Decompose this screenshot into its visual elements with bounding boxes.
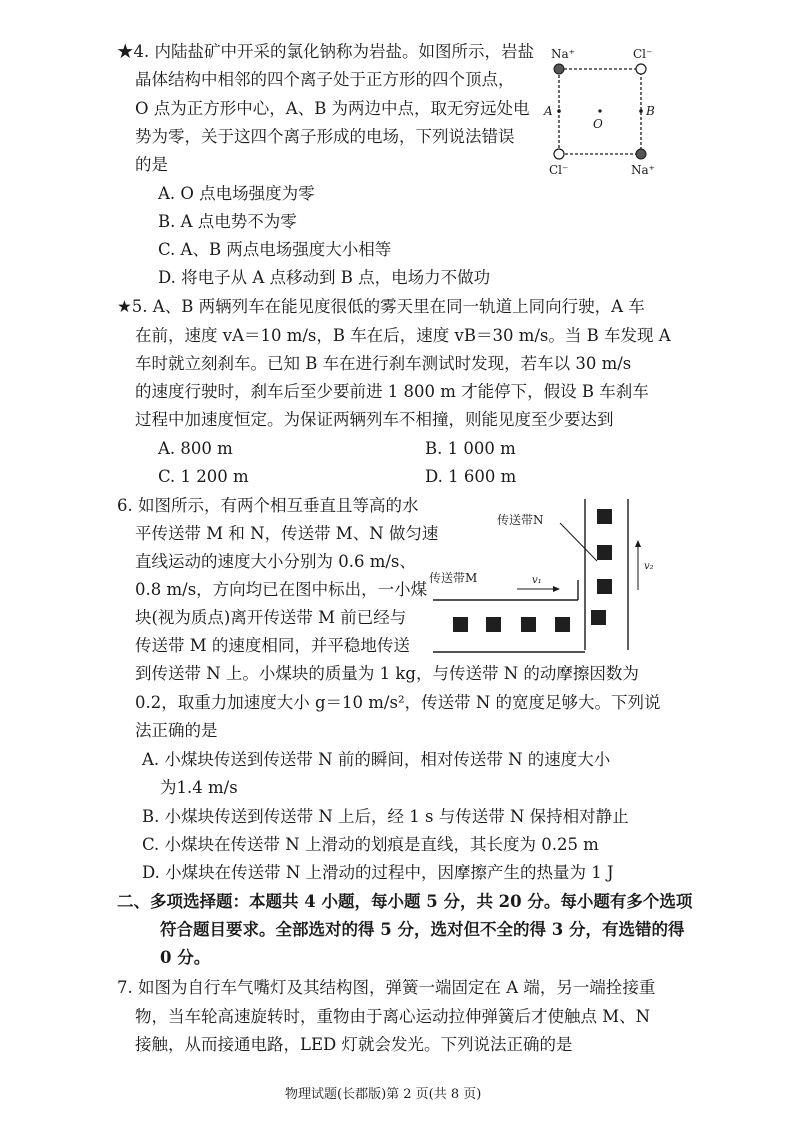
- coal-block-n-4: [591, 610, 606, 625]
- label-cl-top-right: Cl⁻: [633, 47, 653, 61]
- v2-arrow-head: [635, 540, 641, 547]
- q5-line-4: 的速度行驶时，刹车后至少要前进 1 800 m 才能停下，假设 B 车刹车: [135, 382, 649, 401]
- q4-line-2: 晶体结构中相邻的四个离子处于正方形的四个顶点，: [135, 70, 515, 89]
- label-point-b: B: [646, 104, 655, 118]
- q5-line-1: ★5. A、B 两辆列车在能见度很低的雾天里在同一轨道上同向行驶，A 车: [117, 297, 645, 316]
- q4-option-c: C. A、B 两点电场强度大小相等: [158, 240, 392, 259]
- section2-line-2: 符合题目要求。全部选对的得 5 分，选对但不全的得 3 分，有选错的得: [160, 920, 685, 939]
- q6-line-4: 0.8 m/s，方向均已在图中标出，一小煤: [135, 580, 428, 599]
- q6-option-c: C. 小煤块在传送带 N 上滑动的划痕是直线，其长度为 0.25 m: [142, 835, 599, 854]
- q6-conveyor-figure: [425, 495, 670, 660]
- belt-n-leader-line: [560, 523, 597, 561]
- point-a-dot: [557, 109, 561, 113]
- label-point-o: O: [593, 117, 603, 131]
- section2-line-1: 二、多项选择题：本题共 4 小题，每小题 5 分，共 20 分。每小题有多个选项: [117, 892, 693, 911]
- q4-option-d: D. 将电子从 A 点移动到 B 点，电场力不做功: [158, 268, 491, 287]
- label-na-bottom-right: Na⁺: [631, 163, 655, 177]
- coal-block-m-2: [486, 617, 501, 632]
- q6-line-2: 平传送带 M 和 N，传送带 M、N 做匀速: [135, 524, 439, 543]
- q6-option-a-line-2: 为1.4 m/s: [160, 778, 238, 797]
- q4-option-a: A. O 点电场强度为零: [158, 184, 315, 203]
- q5-option-c: C. 1 200 m: [158, 467, 249, 486]
- na-ion-top-left: [554, 64, 564, 74]
- q7-line-2: 物，当车轮高速旋转时，重物由于离心运动拉伸弹簧后才使触点 M、N: [135, 1007, 651, 1026]
- q6-line-1: 6. 如图所示，有两个相互垂直且等高的水: [117, 496, 419, 515]
- coal-block-n-2: [597, 545, 612, 560]
- q6-option-a-line-1: A. 小煤块传送到传送带 N 前的瞬间，相对传送带 N 的速度大小: [142, 750, 611, 769]
- q5-line-3: 车时就立刻刹车。已知 B 车在进行刹车测试时发现，若车以 30 m/s: [135, 354, 632, 373]
- q6-line-3: 直线运动的速度大小分别为 0.6 m/s、: [135, 552, 416, 571]
- label-cl-bottom-left: Cl⁻: [549, 163, 569, 177]
- q6-line-9: 法正确的是: [135, 721, 218, 740]
- label-belt-n: 传送带N: [497, 513, 544, 527]
- q5-line-2: 在前，速度 vA＝10 m/s，B 车在后，速度 vB＝30 m/s。当 B 车发现 A: [135, 326, 671, 345]
- q6-option-d: D. 小煤块在传送带 N 上滑动的过程中，因摩擦产生的热量为 1 J: [142, 863, 614, 882]
- q4-line-3: O 点为正方形中心，A、B 为两边中点，取无穷远处电: [135, 99, 530, 118]
- q5-option-b: B. 1 000 m: [425, 439, 516, 458]
- q6-line-5: 块(视为质点)离开传送带 M 前已经与: [135, 608, 407, 627]
- coal-block-m-3: [521, 617, 536, 632]
- v1-arrow-head: [553, 586, 560, 592]
- coal-block-m-1: [453, 617, 468, 632]
- q4-line-1: ★4. 内陆盐矿中开采的氯化钠称为岩盐。如图所示，岩盐: [117, 42, 534, 61]
- point-b-dot: [639, 109, 643, 113]
- cl-ion-top-right: [636, 64, 646, 74]
- label-na-top-left: Na⁺: [551, 47, 575, 61]
- page-footer: 物理试题(长郡版)第 2 页(共 8 页): [285, 1087, 482, 1102]
- coal-block-n-1: [597, 509, 612, 524]
- coal-block-n-3: [597, 579, 612, 594]
- q7-line-1: 7. 如图为自行车气嘴灯及其结构图，弹簧一端固定在 A 端，另一端拴接重: [117, 978, 656, 997]
- q6-line-6: 传送带 M 的速度相同，并平稳地传送: [135, 636, 410, 655]
- point-o-dot: [598, 109, 601, 112]
- q7-line-3: 接触，从而接通电路，LED 灯就会发光。下列说法正确的是: [135, 1035, 573, 1054]
- na-ion-bottom-right: [636, 149, 646, 159]
- q4-line-4: 势为零，关于这四个离子形成的电场，下列说法错误: [135, 127, 515, 146]
- label-v1: v₁: [532, 575, 542, 586]
- q4-option-b: B. A 点电势不为零: [158, 212, 297, 231]
- q4-line-5: 的是: [135, 155, 168, 174]
- cl-ion-bottom-left: [554, 149, 564, 159]
- q6-line-7: 到传送带 N 上。小煤块的质量为 1 kg，与传送带 N 的动摩擦因数为: [135, 664, 639, 683]
- q5-line-5: 过程中加速度恒定。为保证两辆列车不相撞，则能见度至少要达到: [135, 410, 614, 429]
- section2-line-3: 0 分。: [160, 948, 211, 967]
- q6-option-b: B. 小煤块传送到传送带 N 上后，经 1 s 与传送带 N 保持相对静止: [142, 807, 629, 826]
- q5-option-d: D. 1 600 m: [425, 467, 517, 486]
- label-point-a: A: [544, 104, 553, 118]
- q4-ion-figure: [535, 38, 670, 183]
- label-belt-m: 传送带M: [429, 571, 478, 585]
- q6-line-8: 0.2，取重力加速度大小 g＝10 m/s²，传送带 N 的宽度足够大。下列说: [135, 693, 661, 712]
- coal-block-m-4: [555, 617, 570, 632]
- label-v2: v₂: [644, 561, 654, 572]
- q5-option-a: A. 800 m: [158, 439, 233, 458]
